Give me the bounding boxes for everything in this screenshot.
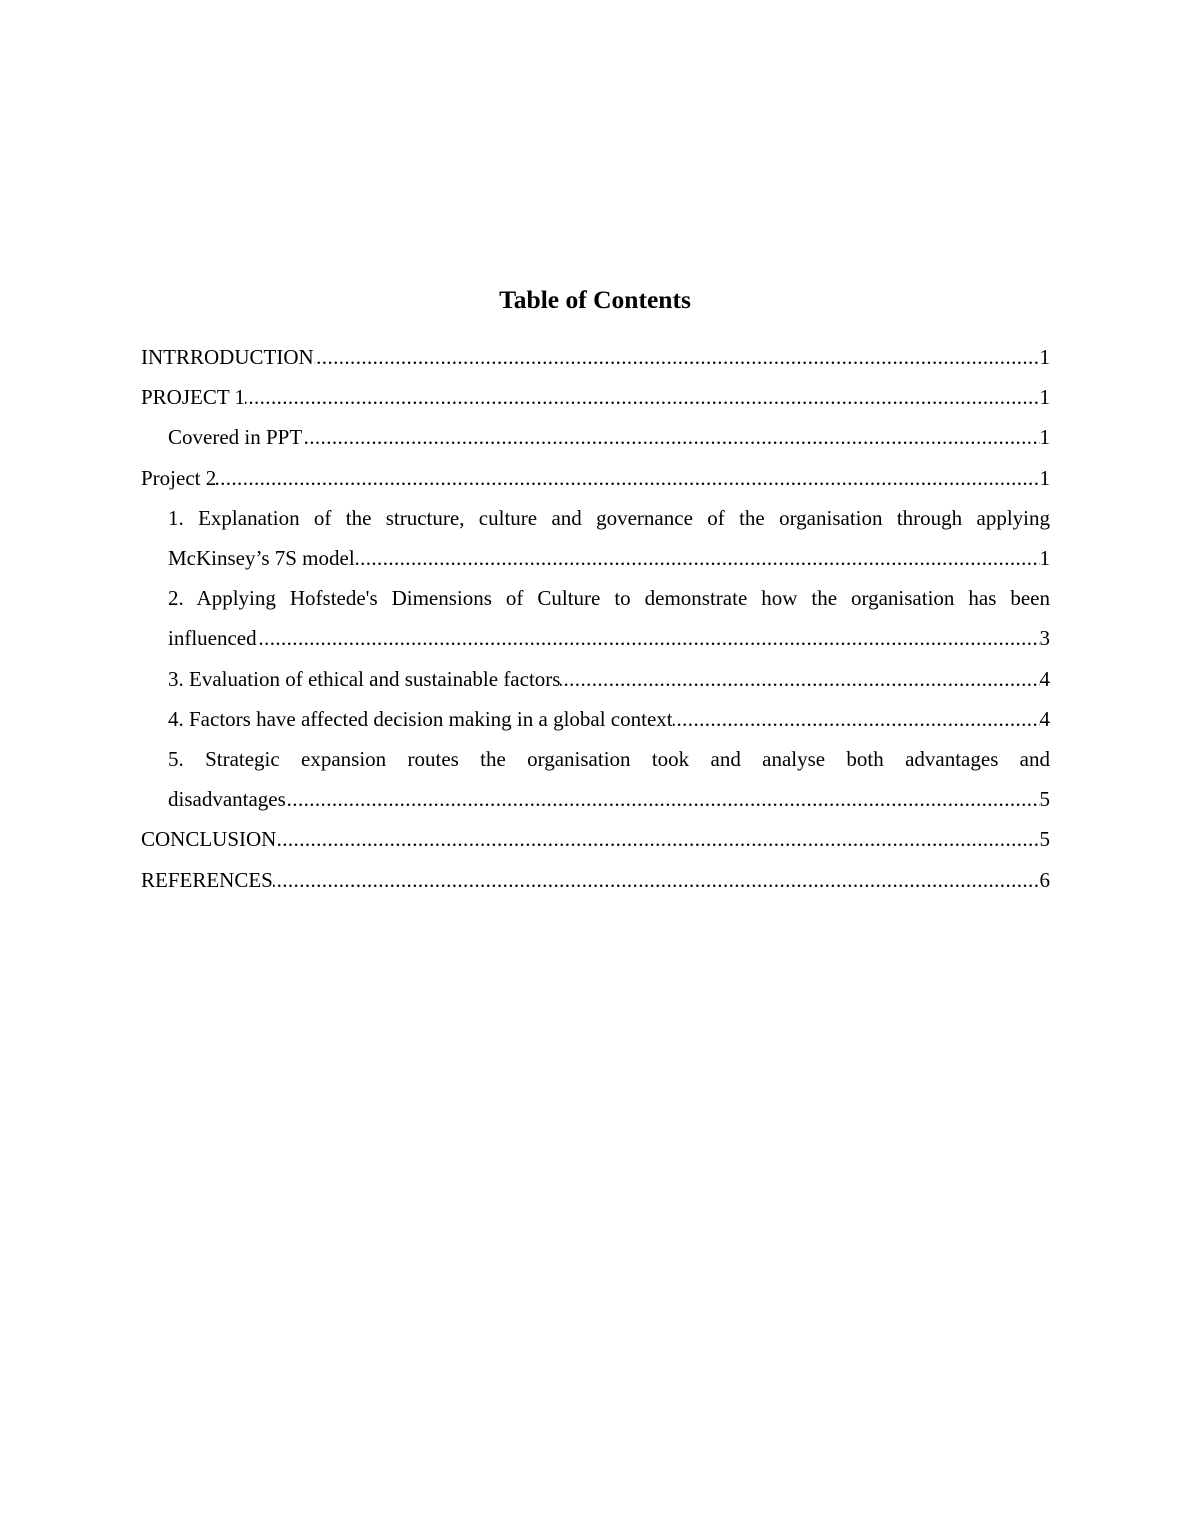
toc-entry-label: influenced xyxy=(168,626,257,651)
toc-page-number: 4 xyxy=(1040,659,1051,699)
toc-entry-ethical-factors[interactable] xyxy=(168,659,1050,699)
toc-entry-hofstede[interactable] xyxy=(141,578,1050,658)
toc-entry-strategic-expansion[interactable] xyxy=(141,739,1050,819)
toc-entry-label: REFERENCES xyxy=(141,867,273,892)
toc-page-number: 1 xyxy=(1040,337,1051,377)
toc-page-number: 1 xyxy=(1040,377,1051,417)
toc-entry-line2 xyxy=(168,538,1050,578)
toc-page-number: 4 xyxy=(1040,699,1051,739)
toc-entry-label-line1: 1. Explanation of the structure, culture and governance of the organisation through applying xyxy=(168,505,1050,530)
toc-entry-covered-in-ppt[interactable] xyxy=(168,417,1050,457)
toc-entry-introduction[interactable] xyxy=(141,337,1050,377)
toc-entry-label: PROJECT 1 xyxy=(141,385,246,410)
toc-entry-label: McKinsey’s 7S model xyxy=(168,546,355,571)
toc-page-number: 5 xyxy=(1040,779,1051,819)
toc-page-number: 3 xyxy=(1040,618,1051,658)
toc-entry-line2 xyxy=(168,618,1050,658)
toc-list xyxy=(141,337,1050,940)
toc-entry-label: 3. Evaluation of ethical and sustainable factors xyxy=(168,666,561,691)
toc-title: Table of Contents xyxy=(499,285,691,314)
toc-entry-label: Project 2 xyxy=(141,465,217,490)
toc-entry-references[interactable] xyxy=(141,860,1050,900)
toc-entry-label: Covered in PPT xyxy=(168,425,303,450)
toc-entry-label: 4. Factors have affected decision making in a global context xyxy=(168,706,673,731)
toc-entry-mckinsey-7s[interactable] xyxy=(141,498,1050,578)
toc-entry-line2 xyxy=(168,779,1050,819)
toc-entry-label: disadvantages xyxy=(168,787,286,812)
toc-page-number: 1 xyxy=(1040,458,1051,498)
toc-entry-project-1[interactable] xyxy=(141,377,1050,417)
toc-entry-label-line1: 5. Strategic expansion routes the organisation took and analyse both advantages and xyxy=(168,747,1050,772)
toc-entry-label-line1: 2. Applying Hofstede's Dimensions of Culture to demonstrate how the organisation has been xyxy=(168,586,1050,611)
toc-entry-decision-making[interactable] xyxy=(168,699,1050,739)
toc-entry-label: CONCLUSION xyxy=(141,827,277,852)
toc-page-number: 1 xyxy=(1040,417,1051,457)
toc-page-number: 1 xyxy=(1040,538,1051,578)
toc-entry-label: INTRRODUCTION xyxy=(141,345,314,369)
toc-page-number: 5 xyxy=(1040,819,1051,859)
toc-entry-conclusion[interactable] xyxy=(141,819,1050,859)
toc-page-number: 6 xyxy=(1040,860,1051,900)
toc-blank-line xyxy=(141,900,1050,940)
toc-entry-project-2[interactable] xyxy=(141,458,1050,498)
